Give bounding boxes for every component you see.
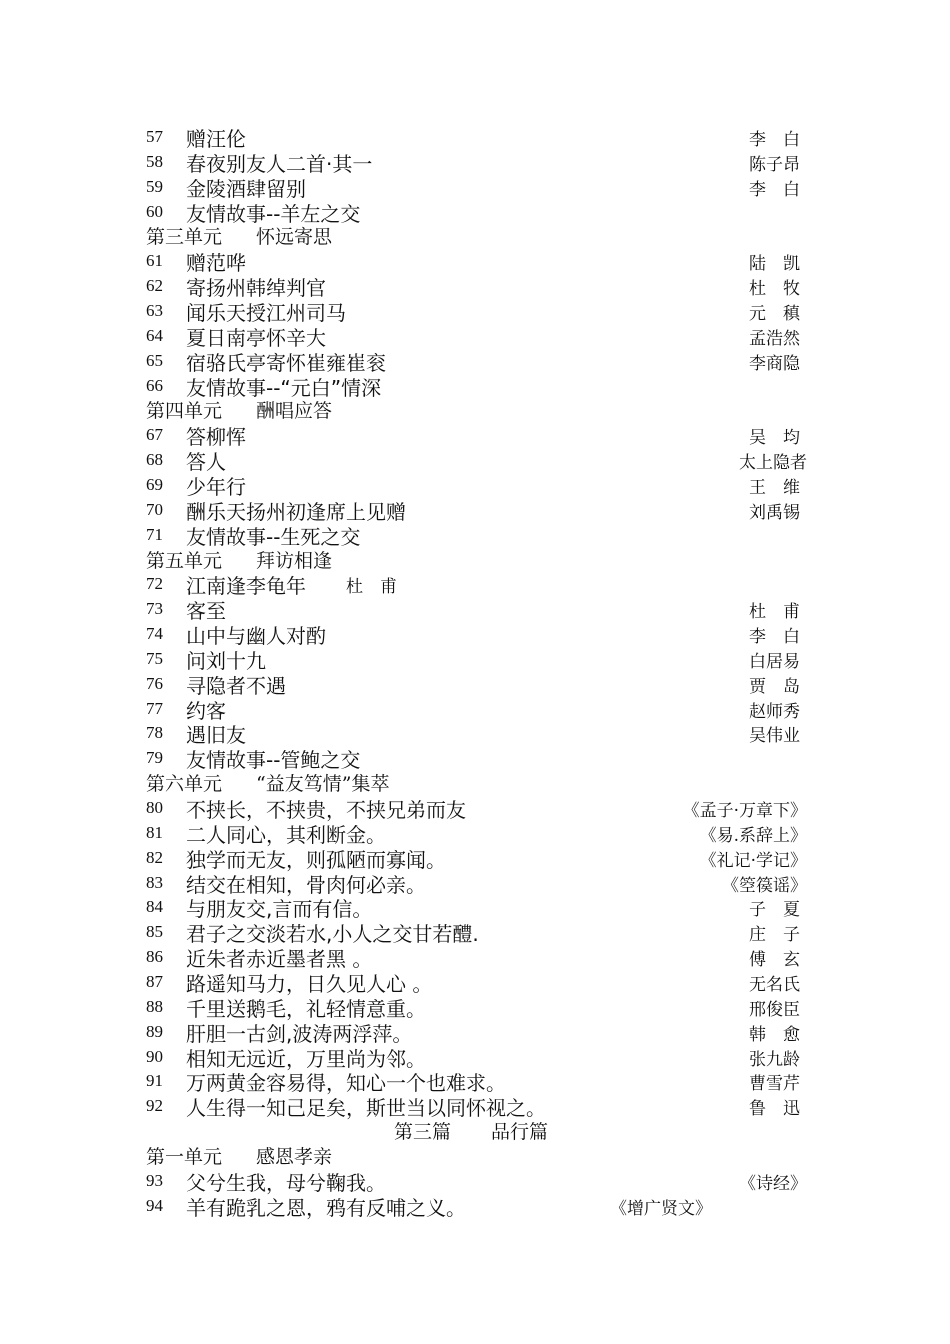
item-author: 傅 玄 [749, 950, 800, 971]
list-item [0, 372, 950, 400]
unit-label: 第一单元 [146, 1145, 223, 1168]
item-title: 山中与幽人对酌 [186, 624, 326, 648]
item-number: 83 [146, 872, 163, 892]
list-item [0, 1043, 950, 1071]
item-title: 二人同心，其利断金。 [186, 822, 386, 847]
item-number: 89 [146, 1021, 163, 1041]
item-title: 夏日南亭怀辛大 [186, 325, 326, 350]
item-author: 杜 甫 [346, 577, 397, 598]
unit-name: “益友笃情”集萃 [256, 773, 390, 796]
list-item [0, 918, 950, 947]
unit-label: 第五单元 [146, 549, 223, 572]
list-item [0, 496, 950, 524]
item-title: 独学而无友，则孤陋而寡闻。 [186, 847, 446, 872]
item-author: 吴 均 [749, 428, 800, 449]
item-number: 87 [146, 971, 163, 991]
item-author: 李 白 [749, 627, 800, 647]
list-item [0, 173, 950, 201]
item-title: 友情故事--生死之交 [186, 524, 361, 549]
item-number: 63 [146, 301, 163, 320]
item-number: 65 [146, 350, 163, 370]
item-author: 庄 子 [749, 925, 800, 946]
unit-label: 第四单元 [146, 400, 223, 423]
list-item [0, 148, 950, 176]
item-author: 杜 甫 [749, 602, 800, 623]
item-author: 赵师秀 [749, 701, 800, 722]
unit-heading [0, 222, 950, 247]
item-number: 62 [146, 276, 163, 296]
item-number: 61 [146, 251, 163, 271]
item-title: 赠范哗 [186, 251, 246, 276]
item-author: 刘禹锡 [749, 502, 800, 523]
item-number: 59 [146, 176, 163, 196]
item-author: 《孟子·万章下》 [682, 801, 807, 821]
item-author: 吴伟业 [749, 726, 800, 747]
list-item [0, 322, 950, 350]
list-item [0, 744, 950, 773]
item-number: 66 [146, 375, 163, 395]
item-number: 79 [146, 748, 163, 768]
item-author: 鲁 迅 [749, 1099, 800, 1120]
item-number: 78 [146, 723, 163, 743]
item-author: 无名氏 [749, 974, 800, 995]
list-item [0, 620, 950, 648]
item-title: 寄扬州韩绰判官 [186, 276, 326, 301]
item-title: 问刘十九 [186, 648, 266, 673]
unit-name: 感恩孝亲 [256, 1145, 333, 1168]
item-title: 金陵酒肆留别 [186, 176, 306, 201]
item-author: 《易.系辞上》 [699, 825, 807, 846]
unit-heading [0, 1142, 950, 1167]
item-title: 酬乐天扬州初逢席上见赠 [186, 499, 406, 524]
item-number: 60 [146, 201, 163, 221]
list-item [0, 595, 950, 624]
item-number: 77 [146, 698, 163, 718]
item-number: 84 [146, 897, 163, 917]
item-number: 80 [146, 798, 163, 817]
item-author: 《诗经》 [739, 1173, 807, 1194]
item-number: 92 [146, 1096, 163, 1116]
item-title: 寻隐者不遇 [186, 673, 286, 698]
item-title: 结交在相知，骨肉何必亲。 [186, 872, 426, 897]
list-item [0, 521, 950, 549]
item-author: 贾 岛 [749, 676, 800, 697]
item-author: 陆 凯 [749, 254, 800, 275]
item-title: 友情故事--“元白”情深 [186, 375, 382, 400]
item-number: 85 [146, 922, 163, 942]
item-author: 白居易 [749, 651, 800, 672]
item-author: 张九龄 [749, 1049, 800, 1070]
item-author: 《增广贤文》 [610, 1198, 712, 1219]
list-item [0, 1167, 950, 1195]
item-title: 君子之交淡若水,小人之交甘若醴. [186, 922, 479, 947]
item-number: 76 [146, 673, 163, 693]
item-author: 子 夏 [749, 900, 800, 921]
item-author: 《礼记·学记》 [699, 850, 807, 871]
item-title: 父兮生我，母兮鞠我。 [186, 1170, 386, 1195]
item-title: 江南逢李龟年 [186, 574, 306, 599]
item-number: 73 [146, 599, 163, 619]
list-item [0, 893, 950, 922]
item-title: 路遥知马力，日久见人心 。 [186, 971, 433, 996]
item-author: 李 白 [749, 179, 800, 200]
item-title: 千里送鹅毛，礼轻情意重。 [186, 996, 426, 1021]
part-heading [0, 1117, 950, 1142]
list-item [0, 247, 950, 276]
item-number: 68 [146, 450, 163, 470]
item-number: 90 [146, 1046, 163, 1066]
item-author: 李商隐 [749, 353, 800, 374]
list-item [0, 645, 950, 673]
item-number: 91 [146, 1071, 163, 1091]
item-number: 72 [146, 574, 163, 594]
item-title: 遇旧友 [186, 723, 246, 748]
item-number: 81 [146, 822, 163, 842]
list-item [0, 272, 950, 301]
unit-name: 酬唱应答 [256, 400, 333, 423]
item-title: 春夜别友人二首·其一 [186, 151, 373, 176]
item-author: 韩 愈 [749, 1024, 800, 1045]
item-title: 宿骆氏亭寄怀崔雍崔衮 [186, 350, 386, 375]
item-number: 57 [146, 127, 163, 146]
item-title: 答柳恽 [186, 425, 246, 450]
list-item [0, 943, 950, 972]
list-item [0, 968, 950, 996]
item-number: 93 [146, 1170, 163, 1190]
item-number: 88 [146, 996, 163, 1016]
item-author: 杜 牧 [749, 279, 800, 300]
item-title: 友情故事--管鲍之交 [186, 748, 361, 773]
item-author: 邢俊臣 [749, 999, 800, 1020]
item-title: 羊有跪乳之恩，鸦有反哺之义。 [186, 1195, 466, 1220]
item-author: 李 白 [749, 130, 800, 150]
item-title: 万两黄金容易得，知心一个也难求。 [186, 1071, 506, 1096]
unit-label: 第六单元 [146, 773, 223, 796]
list-item [0, 1092, 950, 1121]
item-author: 元 稹 [749, 304, 800, 324]
item-title: 答人 [186, 450, 226, 475]
unit-heading [0, 396, 950, 421]
part-name: 品行篇 [491, 1121, 549, 1143]
item-author: 太上隐者 [739, 453, 807, 474]
item-title: 约客 [186, 698, 226, 723]
item-title: 与朋友交,言而有信。 [186, 897, 373, 922]
unit-heading [0, 546, 950, 571]
item-number: 69 [146, 474, 163, 494]
item-title: 相知无远近，万里尚为邻。 [186, 1046, 426, 1071]
item-title: 客至 [186, 599, 226, 624]
item-author: 陈子昂 [749, 154, 800, 175]
item-number: 74 [146, 624, 163, 643]
part-label: 第三篇 [394, 1121, 452, 1143]
unit-label: 第三单元 [146, 226, 223, 249]
item-title: 少年行 [186, 474, 246, 499]
item-author: 《箜篌谣》 [722, 875, 807, 896]
list-item [0, 446, 950, 475]
list-item [0, 421, 950, 450]
unit-name: 拜访相逢 [256, 549, 333, 572]
list-item [0, 198, 950, 226]
list-item [0, 123, 950, 151]
item-number: 82 [146, 847, 163, 867]
list-item [0, 794, 950, 822]
list-item [0, 297, 950, 325]
item-number: 71 [146, 524, 163, 544]
item-number: 70 [146, 499, 163, 519]
item-title: 友情故事--羊左之交 [186, 201, 361, 226]
item-title: 人生得一知己足矣，斯世当以同怀视之。 [186, 1096, 546, 1121]
list-item [0, 1192, 950, 1220]
list-item [0, 1018, 950, 1046]
unit-name: 怀远寄思 [256, 226, 333, 249]
list-item [0, 570, 950, 599]
list-item [0, 1067, 950, 1096]
item-author: 曹雪芹 [749, 1074, 800, 1095]
unit-heading [0, 769, 950, 794]
list-item [0, 819, 950, 847]
list-item [0, 347, 950, 375]
list-item [0, 471, 950, 499]
item-title: 闻乐天授江州司马 [186, 301, 346, 325]
list-item [0, 719, 950, 748]
item-number: 67 [146, 425, 163, 445]
item-author: 孟浩然 [749, 328, 800, 349]
item-title: 肝胆一古剑,波涛两浮萍。 [186, 1021, 413, 1046]
item-number: 94 [146, 1195, 163, 1215]
item-number: 64 [146, 325, 163, 345]
item-title: 不挟长，不挟贵，不挟兄弟而友 [186, 798, 466, 822]
item-author: 王 维 [749, 477, 800, 498]
list-item [0, 844, 950, 872]
list-item [0, 993, 950, 1021]
list-item [0, 869, 950, 897]
list-item [0, 695, 950, 723]
item-title: 赠汪伦 [186, 127, 246, 151]
item-number: 58 [146, 151, 163, 171]
item-number: 86 [146, 947, 163, 967]
list-item [0, 670, 950, 698]
item-number: 75 [146, 648, 163, 668]
item-title: 近朱者赤近墨者黑 。 [186, 947, 373, 972]
